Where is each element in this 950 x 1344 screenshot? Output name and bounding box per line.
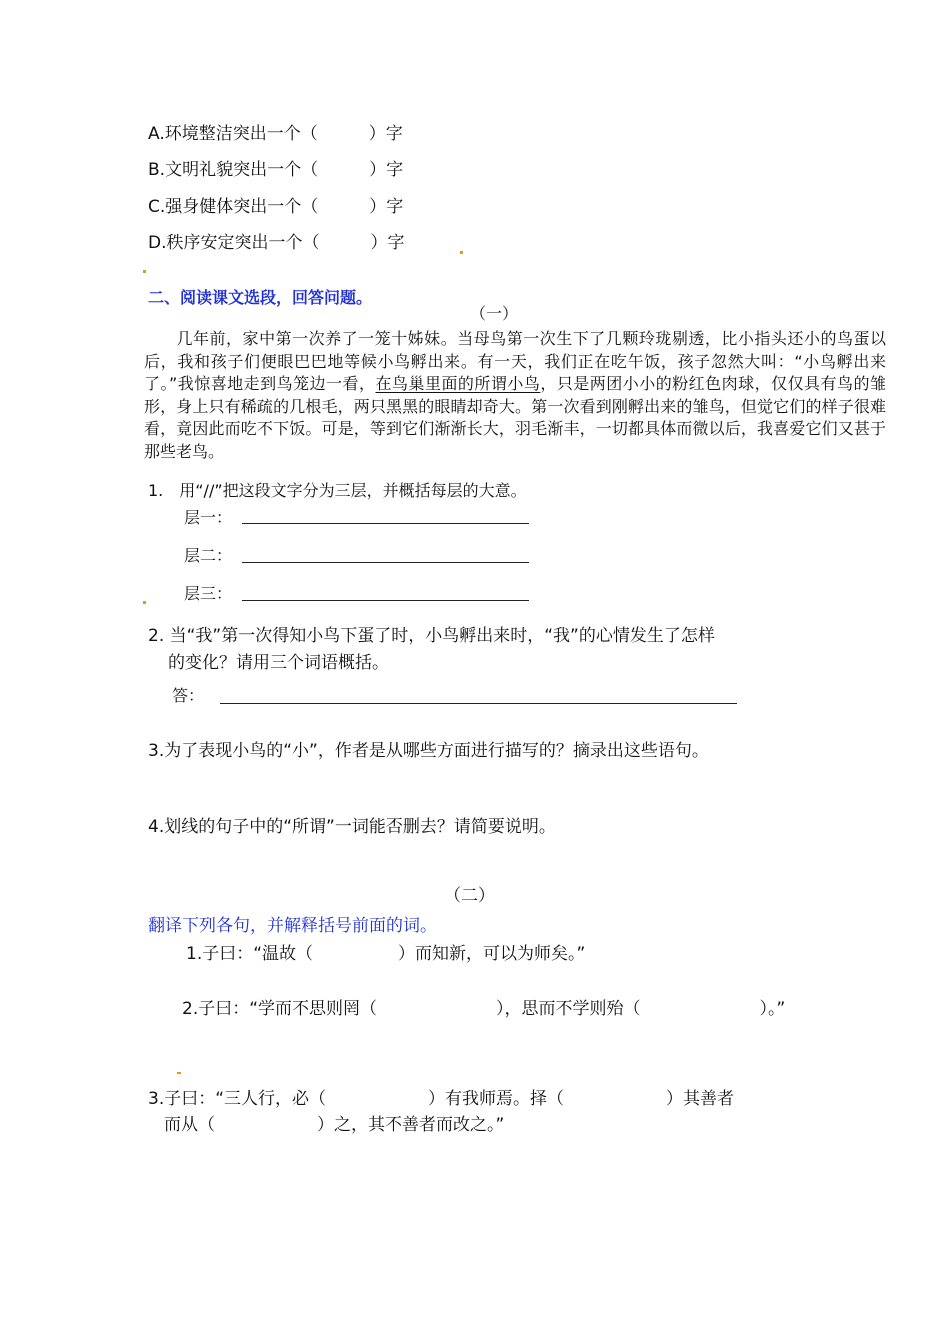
translation-2: 2.子曰：“学而不思则罔（ ），思而不学则殆（ ）。” — [182, 999, 786, 1019]
answer-label: 答： — [172, 686, 205, 705]
section-heading: 二、阅读课文选段，回答问题。 — [148, 288, 373, 307]
option-d: D.秩序安定突出一个（ ）字 — [148, 233, 405, 253]
question-4: 4.划线的句子中的“所谓”一词能否删去？请简要说明。 — [148, 817, 556, 837]
translation-3: 3.子曰：“三人行，必（ ）有我师焉。择（ ）其善者 — [148, 1089, 735, 1109]
stray-mark — [143, 601, 146, 604]
answer-line[interactable] — [242, 523, 529, 524]
option-b: B.文明礼貌突出一个（ ）字 — [148, 160, 404, 180]
stray-mark — [460, 251, 463, 254]
answer-line[interactable] — [242, 562, 529, 563]
stray-mark — [177, 1072, 181, 1074]
question-2: 2. 当“我”第一次得知小鸟下蛋了时，小鸟孵出来时，“我”的心情发生了怎样 — [148, 626, 715, 646]
underlined-sentence: 在鸟巢里面的所谓小鸟 — [375, 374, 541, 393]
question-3: 3.为了表现小鸟的“小”，作者是从哪些方面进行描写的？摘录出这些语句。 — [148, 741, 709, 761]
reading-passage — [144, 328, 886, 463]
translation-1: 1.子曰：“温故（ ）而知新，可以为师矣。” — [186, 944, 586, 964]
part-number-1: （一） — [470, 304, 519, 323]
layer-label: 层二： — [184, 546, 233, 565]
part-number-2: （二） — [444, 886, 495, 906]
question-1: 1. 用“//”把这段文字分为三层，并概括每层的大意。 — [148, 481, 527, 500]
answer-line[interactable] — [242, 600, 529, 601]
stray-mark — [143, 270, 146, 273]
layer-label: 层一： — [184, 508, 233, 527]
translation-3-cont: 而从（ ）之，其不善者而改之。” — [164, 1115, 505, 1135]
answer-line[interactable] — [220, 703, 737, 704]
layer-label: 层三： — [184, 584, 233, 603]
option-a: A.环境整洁突出一个（ ）字 — [148, 124, 403, 144]
passage-text: ，只是两团小小的粉红色肉球，仅仅具有鸟的雏形，身上只有稀疏的几根毛，两只黑黑的眼睛却奇大。第一次看到刚孵出来的雏鸟，但觉它们的样子很难看，竟因此而吃不下饭。可是，等到它们渐渐长大，羽毛渐丰，一切都具体而微以后，我喜爱它们又甚于那些老鸟。 — [144, 374, 886, 461]
question-2-cont: 的变化？请用三个词语概括。 — [168, 653, 389, 673]
part-2-heading: 翻译下列各句，并解释括号前面的词。 — [148, 916, 437, 936]
option-c: C.强身健体突出一个（ ）字 — [148, 197, 404, 217]
passage-text: 几年前，家中第一次养了一笼十姊妹。当母鸟第一次生下了几颗玲珑剔透，比小指头还小的鸟蛋以后，我和孩子们便眼巴巴地等候小鸟孵出来。有一天，我们正在吃午饭，孩子忽然大叫：“小鸟孵出来了。”我惊喜地走到鸟笼边一看， — [144, 329, 886, 393]
